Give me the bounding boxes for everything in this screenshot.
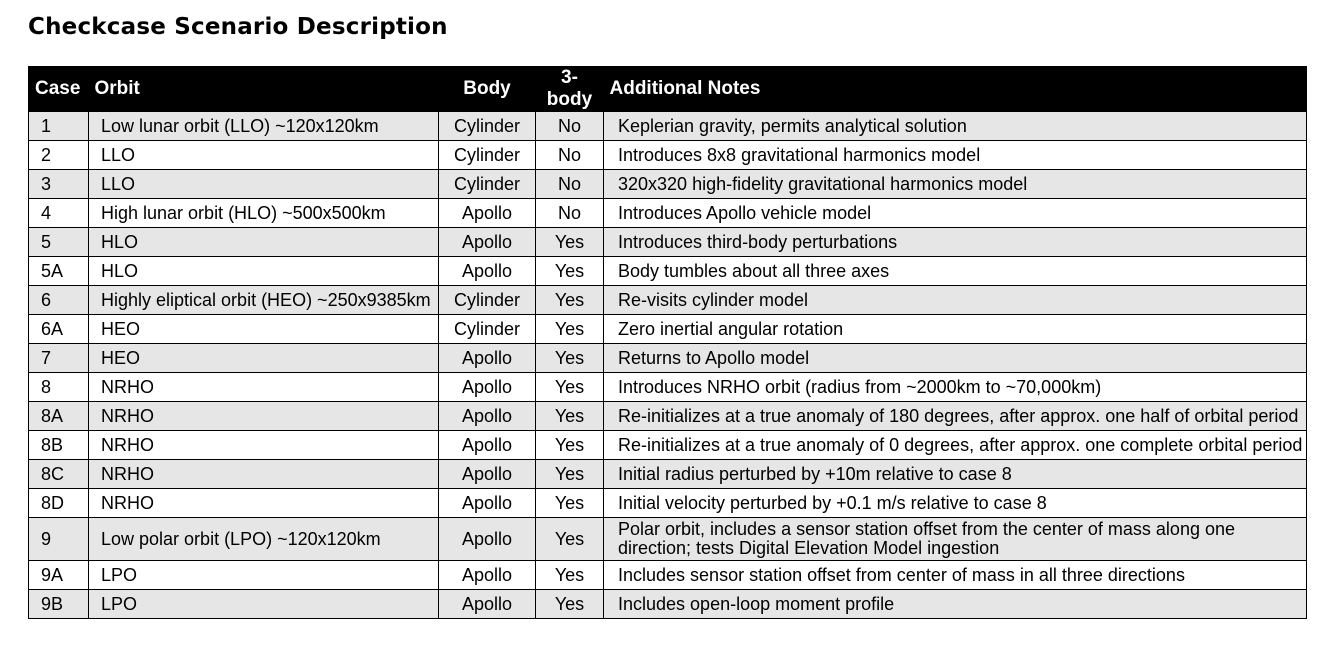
table-row bbox=[29, 402, 1307, 431]
cell-orbit: HEO bbox=[89, 344, 439, 373]
cell-three-body: Yes bbox=[536, 257, 604, 286]
table-row bbox=[29, 460, 1307, 489]
cell-orbit: NRHO bbox=[89, 460, 439, 489]
cell-three-body: No bbox=[536, 112, 604, 141]
cell-notes: Includes sensor station offset from center of mass in all three directions bbox=[604, 561, 1307, 590]
table-row bbox=[29, 199, 1307, 228]
cell-notes: Introduces Apollo vehicle model bbox=[604, 199, 1307, 228]
cell-case: 4 bbox=[29, 199, 89, 228]
cell-three-body: Yes bbox=[536, 561, 604, 590]
checkcase-table bbox=[28, 66, 1307, 619]
cell-notes: Re-initializes at a true anomaly of 0 degrees, after approx. one complete orbital period bbox=[604, 431, 1307, 460]
header-notes: Additional Notes bbox=[604, 67, 1307, 112]
cell-orbit: High lunar orbit (HLO) ~500x500km bbox=[89, 199, 439, 228]
cell-orbit: HLO bbox=[89, 228, 439, 257]
table-row bbox=[29, 286, 1307, 315]
cell-notes: Returns to Apollo model bbox=[604, 344, 1307, 373]
table-row bbox=[29, 590, 1307, 619]
cell-body: Apollo bbox=[439, 402, 536, 431]
cell-orbit: Low lunar orbit (LLO) ~120x120km bbox=[89, 112, 439, 141]
table-body bbox=[29, 112, 1307, 619]
header-orbit: Orbit bbox=[89, 67, 439, 112]
cell-body: Apollo bbox=[439, 518, 536, 561]
cell-notes: Introduces 8x8 gravitational harmonics model bbox=[604, 141, 1307, 170]
cell-case: 9A bbox=[29, 561, 89, 590]
cell-case: 3 bbox=[29, 170, 89, 199]
cell-orbit: NRHO bbox=[89, 489, 439, 518]
cell-case: 5 bbox=[29, 228, 89, 257]
cell-body: Apollo bbox=[439, 228, 536, 257]
cell-body: Cylinder bbox=[439, 141, 536, 170]
cell-orbit: HEO bbox=[89, 315, 439, 344]
cell-case: 8D bbox=[29, 489, 89, 518]
header-case: Case bbox=[29, 67, 89, 112]
cell-notes: Polar orbit, includes a sensor station offset from the center of mass along one direction; tests Digital Elevation Model ingestion bbox=[604, 518, 1307, 561]
cell-orbit: NRHO bbox=[89, 402, 439, 431]
cell-body: Apollo bbox=[439, 460, 536, 489]
cell-case: 8A bbox=[29, 402, 89, 431]
cell-three-body: Yes bbox=[536, 460, 604, 489]
cell-case: 9B bbox=[29, 590, 89, 619]
cell-body: Cylinder bbox=[439, 315, 536, 344]
cell-three-body: Yes bbox=[536, 590, 604, 619]
cell-orbit: Low polar orbit (LPO) ~120x120km bbox=[89, 518, 439, 561]
cell-notes: Includes open-loop moment profile bbox=[604, 590, 1307, 619]
table-row bbox=[29, 373, 1307, 402]
cell-notes: Introduces third-body perturbations bbox=[604, 228, 1307, 257]
cell-notes: Zero inertial angular rotation bbox=[604, 315, 1307, 344]
page-title: Checkcase Scenario Description bbox=[28, 14, 448, 40]
cell-case: 2 bbox=[29, 141, 89, 170]
cell-notes: 320x320 high-fidelity gravitational harmonics model bbox=[604, 170, 1307, 199]
cell-case: 6 bbox=[29, 286, 89, 315]
cell-notes: Re-initializes at a true anomaly of 180 degrees, after approx. one half of orbital period bbox=[604, 402, 1307, 431]
cell-body: Cylinder bbox=[439, 170, 536, 199]
cell-body: Apollo bbox=[439, 561, 536, 590]
table-row bbox=[29, 344, 1307, 373]
cell-body: Apollo bbox=[439, 489, 536, 518]
cell-notes: Body tumbles about all three axes bbox=[604, 257, 1307, 286]
cell-orbit: LPO bbox=[89, 590, 439, 619]
table-row bbox=[29, 170, 1307, 199]
cell-three-body: No bbox=[536, 199, 604, 228]
table-row bbox=[29, 112, 1307, 141]
cell-orbit: HLO bbox=[89, 257, 439, 286]
cell-three-body: Yes bbox=[536, 315, 604, 344]
cell-body: Apollo bbox=[439, 590, 536, 619]
cell-orbit: LLO bbox=[89, 141, 439, 170]
cell-case: 8B bbox=[29, 431, 89, 460]
header-body: Body bbox=[439, 67, 536, 112]
cell-case: 6A bbox=[29, 315, 89, 344]
cell-case: 8C bbox=[29, 460, 89, 489]
cell-orbit: LLO bbox=[89, 170, 439, 199]
cell-three-body: Yes bbox=[536, 518, 604, 561]
cell-three-body: Yes bbox=[536, 489, 604, 518]
cell-case: 8 bbox=[29, 373, 89, 402]
cell-orbit: LPO bbox=[89, 561, 439, 590]
table-row bbox=[29, 228, 1307, 257]
cell-three-body: Yes bbox=[536, 402, 604, 431]
cell-case: 1 bbox=[29, 112, 89, 141]
cell-three-body: Yes bbox=[536, 344, 604, 373]
cell-notes: Initial radius perturbed by +10m relative to case 8 bbox=[604, 460, 1307, 489]
table-row bbox=[29, 141, 1307, 170]
cell-body: Apollo bbox=[439, 373, 536, 402]
cell-case: 5A bbox=[29, 257, 89, 286]
cell-body: Apollo bbox=[439, 199, 536, 228]
table-row bbox=[29, 561, 1307, 590]
table-header bbox=[29, 67, 1307, 112]
cell-body: Cylinder bbox=[439, 286, 536, 315]
cell-orbit: NRHO bbox=[89, 373, 439, 402]
cell-notes: Initial velocity perturbed by +0.1 m/s relative to case 8 bbox=[604, 489, 1307, 518]
cell-three-body: Yes bbox=[536, 286, 604, 315]
cell-body: Apollo bbox=[439, 257, 536, 286]
header-three-body: 3-body bbox=[536, 67, 604, 112]
cell-three-body: No bbox=[536, 170, 604, 199]
cell-notes: Re-visits cylinder model bbox=[604, 286, 1307, 315]
cell-notes: Keplerian gravity, permits analytical solution bbox=[604, 112, 1307, 141]
cell-orbit: Highly eliptical orbit (HEO) ~250x9385km bbox=[89, 286, 439, 315]
table-row bbox=[29, 518, 1307, 561]
cell-body: Apollo bbox=[439, 344, 536, 373]
table-row bbox=[29, 257, 1307, 286]
cell-three-body: Yes bbox=[536, 228, 604, 257]
cell-case: 9 bbox=[29, 518, 89, 561]
table-row bbox=[29, 315, 1307, 344]
cell-three-body: Yes bbox=[536, 431, 604, 460]
table-row bbox=[29, 431, 1307, 460]
cell-notes: Introduces NRHO orbit (radius from ~2000km to ~70,000km) bbox=[604, 373, 1307, 402]
cell-body: Apollo bbox=[439, 431, 536, 460]
cell-orbit: NRHO bbox=[89, 431, 439, 460]
table-row bbox=[29, 489, 1307, 518]
cell-body: Cylinder bbox=[439, 112, 536, 141]
cell-three-body: No bbox=[536, 141, 604, 170]
cell-three-body: Yes bbox=[536, 373, 604, 402]
cell-case: 7 bbox=[29, 344, 89, 373]
